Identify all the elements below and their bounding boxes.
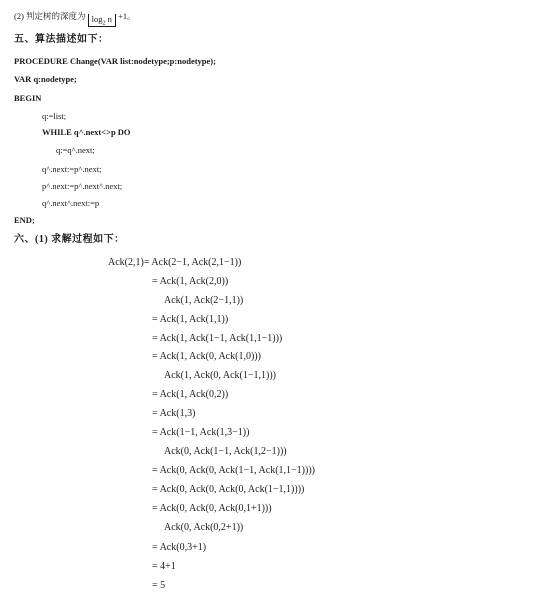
section6-heading: 六、(1) 求解过程如下： — [14, 234, 125, 245]
code-line: BEGIN — [14, 93, 42, 103]
code-line: p^.next:=p^.next^.next; — [42, 181, 123, 191]
derivation-step: Ack(2,1)= Ack(2−1, Ack(2,1−1)) — [108, 257, 242, 268]
derivation-step: = Ack(1, Ack(0, Ack(1,0))) — [152, 351, 261, 362]
derivation-step: = 4+1 — [152, 561, 176, 572]
code-line: PROCEDURE Change(VAR list:nodetype;p:nodetype); — [14, 56, 216, 66]
derivation-step: = Ack(1, Ack(1,1)) — [152, 314, 229, 325]
code-line: VAR q:nodetype; — [14, 74, 77, 84]
code-line: q:=q^.next; — [56, 145, 95, 155]
derivation-step: = Ack(1, Ack(1−1, Ack(1,1−1))) — [152, 333, 283, 344]
derivation-step: = Ack(1, Ack(0,2)) — [152, 389, 229, 400]
derivation-step: = Ack(1−1, Ack(1,3−1)) — [152, 427, 250, 438]
derivation-step: Ack(1, Ack(2−1,1)) — [164, 295, 244, 306]
derivation-step: = Ack(0,3+1) — [152, 542, 207, 553]
depth-statement — [14, 12, 136, 27]
code-line: END; — [14, 215, 35, 225]
code-line: q:=list; — [42, 111, 67, 121]
code-line: WHILE q^.next<>p DO — [42, 127, 131, 137]
derivation-step: Ack(0, Ack(0,2+1)) — [164, 522, 244, 533]
derivation-step: = Ack(1, Ack(2,0)) — [152, 276, 229, 287]
depth-suffix: +1。 — [118, 11, 136, 21]
derivation-step: Ack(0, Ack(1−1, Ack(1,2−1))) — [164, 446, 287, 457]
section5-heading: 五、算法描述如下： — [14, 34, 109, 45]
derivation-step: = Ack(0, Ack(0, Ack(0, Ack(1−1,1)))) — [152, 484, 305, 495]
code-line: q^.next:=p^.next; — [42, 164, 102, 174]
derivation-step: = Ack(0, Ack(0, Ack(1−1, Ack(1,1−1)))) — [152, 465, 315, 476]
derivation-step: = 5 — [152, 580, 166, 591]
depth-prefix: (2) 判定树的深度为 — [14, 11, 86, 21]
derivation-step: = Ack(1,3) — [152, 408, 196, 419]
floor-bracket: $\log_2 n$ — [88, 14, 116, 27]
code-line: q^.next^.next:=p — [42, 198, 100, 208]
derivation-step: = Ack(0, Ack(0, Ack(0,1+1))) — [152, 503, 272, 514]
derivation-step: Ack(1, Ack(0, Ack(1−1,1))) — [164, 370, 276, 381]
